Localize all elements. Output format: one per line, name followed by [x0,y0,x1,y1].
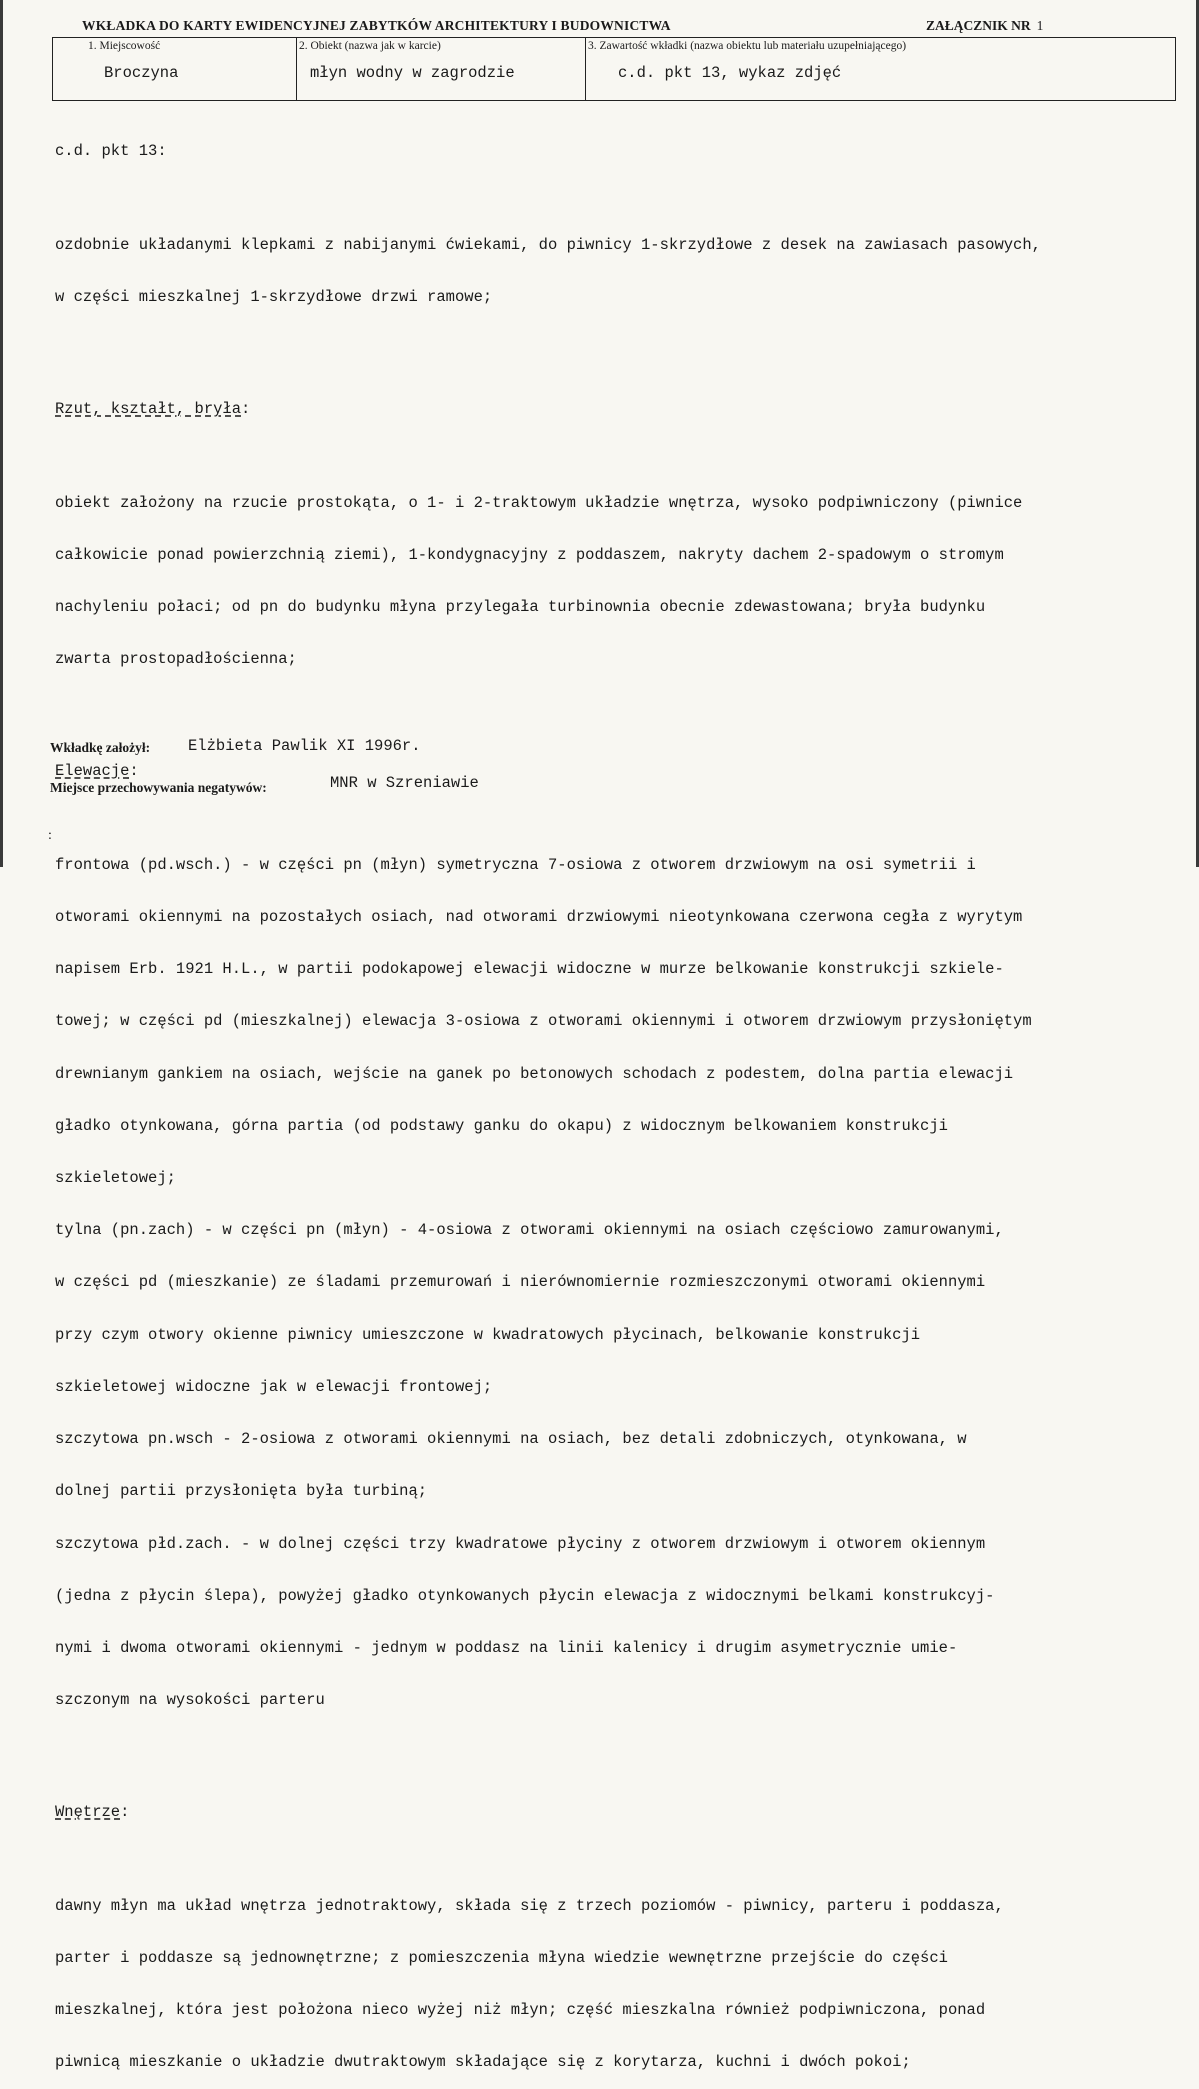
section-heading: Elewacje: [55,761,139,780]
field-label-contents: 3. Zawartość wkładki (nazwa obiektu lub materiału uzupełniającego) [588,40,907,52]
body-line: dolnej partii przysłonięta była turbiną; [55,1482,428,1501]
body-line: w części pd (mieszkanie) ze śladami przemurowań i nierównomiernie rozmieszczonymi otworami okiennymi [55,1273,986,1292]
scan-edge-left [0,0,3,867]
body-line: nachyleniu połaci; od pn do budynku młyna przylegała turbinownia obecnie zdewastowana; bryła budynku [55,597,986,616]
body-line: całkowicie ponad powierzchnią ziemi), 1-kondygnacyjny z poddaszem, nakryty dachem 2-spadowym o stromym [55,545,1004,564]
field-divider-1 [296,37,297,101]
attachment-value: 1 [1036,18,1044,33]
body-line: obiekt założony na rzucie prostokąta, o 1- i 2-traktowym układzie wnętrza, wysoko podpiwniczony (piwnice [55,493,1023,512]
form-title: WKŁADKA DO KARTY EWIDENCYJNEJ ZABYTKÓW ARCHITEKTURY I BUDOWNICTWA [82,18,671,33]
body-line: szczytowa pn.wsch - 2-osiowa z otworami okiennymi na osiach, bez detali zdobniczych, otynkowana, w [55,1430,967,1449]
body-line: towej; w części pd (mieszkalnej) elewacja 3-osiowa z otworami okiennymi i otworem drzwiowym przysłoniętym [55,1012,1032,1031]
body-line: dawny młyn ma układ wnętrza jednotraktowy, składa się z trzech poziomów - piwnicy, parteru i poddasza, [55,1896,1004,1915]
body-line: frontowa (pd.wsch.) - w części pn (młyn) symetryczna 7-osiowa z otworem drzwiowym na osi symetrii i [55,855,976,874]
body-line: napisem Erb. 1921 H.L., w partii podokapowej elewacji widoczne w murze belkowanie konstrukcji szkiele- [55,960,1004,979]
body-line: szkieletowej; [55,1168,176,1187]
intro-heading: c.d. pkt 13: [55,141,167,160]
body-line: szkieletowej widoczne jak w elewacji frontowej; [55,1377,493,1396]
body-line: gładko otynkowana, górna partia (od podstawy ganku do okapu) z widocznym belkowaniem konstrukcji [55,1116,948,1135]
body-line: szczytowa płd.zach. - w dolnej części trzy kwadratowe płyciny z otworem drzwiowym i otworem okiennym [55,1534,986,1553]
author-value: Elżbieta Pawlik XI 1996r. [188,737,421,755]
field-label-object: 2. Obiekt (nazwa jak w karcie) [299,40,441,52]
body-line: mieszkalnej, która jest położona nieco wyżej niż młyn; część mieszkalna również podpiwniczona, ponad [55,2001,986,2020]
attachment-label: ZAŁĄCZNIK NR [926,18,1031,33]
author-label: Wkładkę założył: [50,740,151,755]
header-rule [52,37,1176,38]
negatives-label: Miejsce przechowywania negatywów: [50,780,267,795]
field-value-contents: c.d. pkt 13, wykaz zdjęć [618,64,842,82]
field-value-locality: Broczyna [104,64,179,82]
field-value-object: młyn wodny w zagrodzie [310,64,515,82]
document-body [55,108,1165,2089]
body-line: w części mieszkalnej 1-skrzydłowe drzwi ramowe; [55,288,493,307]
body-line: drewnianym gankiem na osiach, wejście na ganek po betonowych schodach z podestem, dolna partia elewacji [55,1064,1014,1083]
body-line: (jedna z płycin ślepa), powyżej gładko otynkowanych płycin elewacja z widocznymi belkami konstrukcyj- [55,1586,995,1605]
field-divider-2 [585,37,586,101]
body-line: otworami okiennymi na pozostałych osiach, nad otworami drzwiowymi nieotynkowana czerwona cegła z wyrytym [55,907,1023,926]
section-heading: Rzut, kształt, bryła: [55,399,251,418]
field-label-locality: 1. Miejscowość [88,40,161,52]
body-line: nymi i dwoma otworami okiennymi - jednym w poddasz na linii kalenicy i drugim asymetrycznie umie- [55,1638,958,1657]
section-heading-text: Rzut, kształt, bryła [55,399,242,418]
body-line: tylna (pn.zach) - w części pn (młyn) - 4-osiowa z otworami okiennymi na osiach częściowo zamurowanymi, [55,1221,1004,1240]
stray-mark: : [48,828,52,843]
body-line: szczonym na wysokości parteru [55,1691,325,1710]
field-divider-right [1175,37,1176,101]
body-line: zwarta prostopadłościenna; [55,650,297,669]
section-heading: Wnętrze: [55,1802,130,1821]
body-line: przy czym otwory okienne piwnicy umieszczone w kwadratowych płycinach, belkowanie konstrukcji [55,1325,921,1344]
section-heading-text: Wnętrze [55,1802,121,1821]
body-line: ozdobnie układanymi klepkami z nabijanymi ćwiekami, do piwnicy 1-skrzydłowe z desek na zawiasach pasowych, [55,235,1041,254]
attachment-number [926,18,1043,34]
body-line: piwnicą mieszkanie o układzie dwutraktowym składające się z korytarza, kuchni i dwóch pokoi; [55,2053,911,2072]
fields-bottom-rule [52,100,1176,101]
field-divider-left [52,37,53,101]
section-heading-text: Elewacje [55,761,130,780]
negatives-value: MNR w Szreniawie [330,774,479,792]
body-line: parter i poddasze są jednownętrzne; z pomieszczenia młyna wiedzie wewnętrzne przejście do części [55,1948,948,1967]
